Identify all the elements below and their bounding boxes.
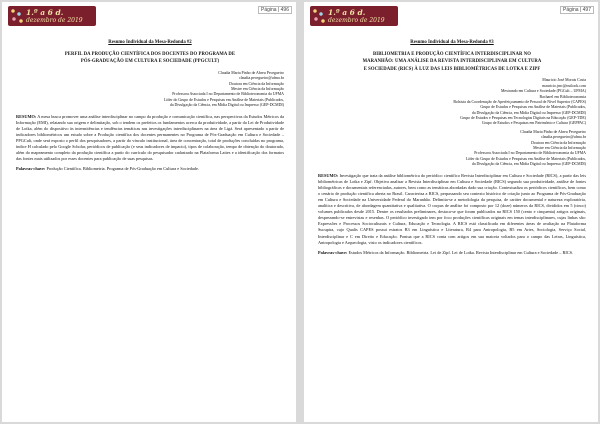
author-line: Professora Associada I no Departamento de Biblioteconomia da UFMA xyxy=(474,151,586,156)
author-line: Líder do Grupo de Estudos e Pesquisas em Análise de Materiais (Publicados, xyxy=(466,156,586,161)
author-line: Doutora em Ciência da Informação xyxy=(531,140,586,145)
title-line: PÓS-GRADUAÇÃO EM CULTURA E SOCIEDADE (PPGCULT) xyxy=(80,59,220,65)
keywords xyxy=(318,250,586,256)
author-line: Claudia Maria Pinho de Abreu Pecegueiro xyxy=(218,70,284,75)
author-line: Professora Associada I no Departamento de Biblioteconomia da UFMA xyxy=(172,92,284,97)
title-line: PERFIL DA PRODUÇÃO CIENTÍFICA DOS DOCENTES DO PROGRAMA DE xyxy=(64,51,236,57)
author-line: da Divulgação da Ciência, em Mídia Digital ou Impresso (GEP-DCMDI) xyxy=(169,103,284,108)
author-line: Grupo de Estudos e Pesquisas em Patrimônio e Cultura (GEPPAC) xyxy=(481,121,586,126)
banner-decoration-icon xyxy=(312,8,326,24)
author-line: Bacharel em Biblioteconomia xyxy=(539,94,586,99)
keywords-label: Palavras-chave: xyxy=(318,249,348,255)
abstract-text: A mesa busca promover uma análise interdisciplinar no campo da produção e comunicação científica, nas perspectivas da Estudos Métricos da Informação (EMI), relatando sua origem e delimitação, sob o tendem os prefeitos os fundamentos acerca da produtividade, a partir da Lei de Produtividade de Lotka, além do dispositivo às intermitências e tendências temáticas nas investigações interdisciplinares na área de Ligá. Será apresentado a partir de indicadores bibliométricos um estudo sobre a Produção científica dos docentes permanentes no Programa de Pós-Graduação em Cultura e Sociedade – PPGCult, onde será exposto o perfil dos pesquisadores, a partir do vínculo institucional, área de concentração, total de produções concluídas no programa, índice H calculado pelo Google Scholar, periódicos de publicação (e seus indicadores de impacto), tipos de colaboração, tempo de obtenção do doutorado, além do mapeamento completo da produção científica a partir do currículo do pesquisador cadastrado na Plataforma Lattes e a identificação dos formatos das fontes mais utilizados por esses docentes para publicação de suas pesquisas. xyxy=(16,113,284,162)
author-line: Grupo de Estudos e Pesquisas em Análise de Materiais (Publicados, xyxy=(480,105,586,110)
author-line: Doutora em Ciência da Informação xyxy=(229,81,284,86)
author-line: Mauricio José Morais Costa xyxy=(542,78,586,83)
page-number: Página | 496 xyxy=(258,6,292,14)
title-line: E SOCIEDADE (RICS) À LUZ DAS LEIS BIBLIOMÉTRICAS DE LOTKA E ZIPF xyxy=(363,66,541,72)
author-line: da Divulgação da Ciência, em Mídia Digital ou Impresso (GEP-DCMDI) xyxy=(471,162,586,167)
page-content xyxy=(16,40,284,172)
author-line: Mestre em Ciência da Informação xyxy=(533,146,586,151)
page-number: Página | 497 xyxy=(560,6,594,14)
banner-date-line: 1.º a 6 d. xyxy=(26,8,64,17)
author-block xyxy=(16,71,284,109)
keywords-label: Palavras-chave: xyxy=(16,166,46,172)
title-line: MARANHÃO: UMA ANÁLISE DA REVISTA INTERDISCIPLINAR EM CULTURA xyxy=(362,59,542,65)
author-email: claudia.pecegueiro@ufma.br xyxy=(540,135,586,140)
author-line: Claudia Maria Pinho de Abreu Pecegueiro xyxy=(520,129,586,134)
event-banner-logo xyxy=(310,6,398,26)
paper-title xyxy=(318,51,586,74)
keywords xyxy=(16,166,284,172)
banner-month-line: dezembro de 2019 xyxy=(26,17,83,24)
author-line: da Divulgação da Ciência, em Mídia Digital ou Impresso (GEP-DCMDI) xyxy=(471,110,586,115)
author-line: Líder do Grupo de Estudos e Pesquisas em Análise de Materiais (Publicados, xyxy=(164,97,284,102)
abstract-text: Investigação que trata da análise bibliométrica do periódico científico Revista Interdisciplinar em Cultura e Sociedade (RICS), a partir das leis bibliométricas de Lotka e Zipf. Objetiva analisar a Revista Interdisciplinar em Cultura e Sociedade (RICS) segundo sua produtividade, análise de fontes bibliográficas e documentais referenciadas, autores, bem como as temáticas abordadas dado sua criação. Contextualiza os periódicos científicos, bem como o cenário de produção científica aberta no Brasil. Caracteriza a RICS, perpassando seu contexto histórico de criação junto ao Programa de Pós-Graduação em Cultura e Sociedade na Universidade Federal do Maranhão. Delimita-se a metodologia da pesquisa, de caráter documental e natureza exploratória, analítica e descritiva, de abordagem quantitativa e qualitativa. O corpus de análise foi composto por 12 (doze) números da RICS, divididos em 5 (cinco) volumes publicados desde 2015. Dentre os resultados preliminares, destaca-se que foram publicados na RICS 150 (cento e cinquenta) artigos originais, desprezando-se entrevistas e resenhas. O periódico investigado tem por foco produções científicas originais em temas interdisciplinares, cujas linhas são: Expressões e Processos Socioculturais e Cultura, Educação e Tecnologia. A RICS está classificada em diferentes áreas de avaliação na Plataforma Sucupira, cujo Qualis CAPES possui estratos B3 em Linguística e Literatura, B4 para Antropologia, B5 em Artes, Sociologia, Serviço Social, Interdisciplinar e C em Direito e Educação. Pontua que a RICS conta com artigos em sua maioria voltados para o campo das Letras, Linguística, Antropologia e Arqueologia, visto os indicadores científicos. xyxy=(318,172,586,245)
page-content xyxy=(318,40,586,256)
banner-decoration-icon xyxy=(10,8,24,24)
abstract xyxy=(318,173,586,246)
keywords-text: Estudos Métricos da Informação. Bibliometria. Lei de Zipf. Lei de Lotka. Revista Interdisciplinar em Cultura e Sociedade – RICS. xyxy=(348,249,574,255)
paper-title xyxy=(16,51,284,66)
keywords-text: Produção Científica. Bibliometria. Programa de Pós-Graduação em Cultura e Sociedade. xyxy=(46,166,199,172)
event-banner-logo xyxy=(8,6,96,26)
left-page xyxy=(2,2,296,422)
author-line: Bolsista da Coordenação de Aperfeiçoamento de Pessoal de Nível Superior (CAPES) xyxy=(453,99,586,104)
author-email: mauricio.jmc@outlook.com xyxy=(542,83,586,88)
abstract-label: RESUMO: xyxy=(16,113,37,119)
section-title: Resumo Individual da Mesa-Redonda #3 xyxy=(410,40,494,45)
abstract-label: RESUMO: xyxy=(318,172,339,178)
title-line: BIBLIOMETRIA E PRODUÇÃO CIENTÍFICA INTERDISCIPLINAR NO xyxy=(373,51,531,57)
banner-date-line: 1.º a 6 d. xyxy=(328,8,366,17)
author-line: Grupo de Estudos e Pesquisas em Tecnologias Digitais na Educação (GEP-TDE) xyxy=(460,116,586,121)
author-block xyxy=(318,78,586,167)
section-title: Resumo Individual da Mesa-Redonda #2 xyxy=(108,40,192,45)
abstract xyxy=(16,114,284,163)
author-line: Mestre em Ciência da Informação xyxy=(231,87,284,91)
right-page xyxy=(304,2,598,422)
banner-month-line: dezembro de 2019 xyxy=(328,17,385,24)
author-email: claudia.pecegueiro@ufma.br xyxy=(238,76,284,81)
author-line: Mestrando em Cultura e Sociedade (PGCult – UFMA) xyxy=(500,89,586,94)
